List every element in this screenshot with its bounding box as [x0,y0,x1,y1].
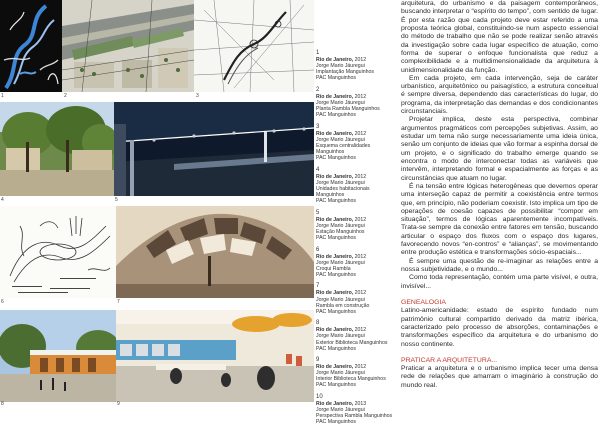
caption-line: Esquema centralidades Manguinhos [316,142,371,156]
caption-year: 2012 [354,364,367,371]
caption-8 [316,320,398,351]
caption-9 [316,357,398,388]
caption-line: PAC Manguinhos [316,198,356,205]
caption-line: Estação Manguinhos [316,228,365,235]
caption-line: Jorge Mario Jáuregui [316,333,365,340]
caption-number: 7 [316,283,320,290]
caption-line: Interior Biblioteca Manguinhos [316,376,386,383]
image-2-rambla-plan [62,0,194,92]
caption-line: Unidades habitacionais Manguinhos [316,185,370,198]
caption-line: PAC Manguinhos [316,271,356,278]
caption-year: 2013 [354,401,367,408]
caption-line: Jorge Mario Jáuregui [316,407,365,414]
caption-line: PAC Manguinhos [316,345,356,352]
caption-year: 2012 [354,216,367,223]
section-heading-genealogia: GENEALOGIA [401,298,446,306]
caption-title: Rio de Janeiro, [316,57,354,63]
caption-title: Rio de Janeiro, [316,327,354,334]
caption-title: Rio de Janeiro, [316,253,354,260]
caption-1 [316,50,398,81]
caption-6 [316,247,398,278]
caption-line: Jorge Mario Jáuregui [316,222,365,229]
caption-line: Perspectiva Rambla Manguinhos [316,413,393,420]
caption-10 [316,394,398,425]
caption-line: Implantação Manguinhos [316,69,374,76]
caption-number: 8 [316,320,320,327]
caption-line: Planta Rambla Manguinhos [316,106,380,113]
caption-line: Jorge Mario Jáuregui [316,63,365,70]
captions-column [316,50,398,431]
caption-year: 2012 [354,130,367,137]
caption-line: PAC Manguinhos [316,308,356,315]
caption-year: 2012 [354,253,367,260]
caption-title: Rio de Janeiro, [316,93,354,100]
caption-year: 2012 [354,327,367,334]
caption-title: Rio de Janeiro, [316,173,354,180]
caption-number: 3 [316,123,320,130]
caption-title: Rio de Janeiro, [316,401,354,408]
caption-line: Croqui Rambla [316,265,351,272]
paragraph: Projetar implica, deste esta perspectiva, combinar argumentos pragmáticos com percepções subjetivas. Assim, ao estudar um tema não surge necessariamente uma ideia única, senão um conjunto de ideias que vão formar a espinha dorsal de um projeto, e o significado do trabalho emerge quando se encontra o modo de interconectar todas as variáveis que intervêm, interpretando formal e espacialmente as forças e as circunstâncias que atuam no lugar. [401,116,598,182]
caption-line: Jorge Mario Jáuregui [316,296,365,303]
caption-line: Jorge Mario Jáuregui [316,259,365,266]
caption-3 [316,124,398,161]
caption-title: Rio de Janeiro, [316,130,354,137]
caption-line: Jorge Mario Jáuregui [316,370,365,377]
caption-7 [316,283,398,314]
section-heading-praticar: PRATICAR A ARQUITETURA... [401,356,498,364]
caption-title: Rio de Janeiro, [316,290,354,297]
image-number-8: 8 [1,401,4,407]
image-number-1: 1 [1,93,4,99]
caption-line: Jorge Mario Jáuregui [316,179,365,186]
caption-number: 5 [316,209,320,216]
caption-line: Jorge Mario Jáuregui [316,136,365,143]
image-number-7: 7 [117,299,120,305]
paragraph: Como toda representação, contém uma parte visível, e outra, invisível... [401,274,598,290]
caption-year: 2012 [354,173,367,180]
caption-number: 2 [316,86,320,93]
caption-5 [316,210,398,241]
caption-number: 9 [316,357,320,364]
caption-number: 6 [316,246,320,253]
caption-2 [316,87,398,118]
caption-4 [316,167,398,204]
caption-title: Rio de Janeiro, [316,364,354,371]
caption-number: 1 [316,50,320,56]
image-number-6: 6 [1,299,4,305]
caption-number: 4 [316,166,320,173]
image-4-housing-photo [0,102,114,196]
image-9-library-interior [116,310,314,402]
image-7-rambla-construction [116,206,314,298]
caption-line: Jorge Mario Jáuregui [316,99,365,106]
paragraph: Em cada projeto, em cada intervenção, seja de caráter urbanístico, arquitetônico ou paisagístico, a estrutura conceitual é sempre diversa, dependendo das características do lugar, do programa, da interpretação das demandas e dos condicionantes circunstanciais. [401,74,598,116]
image-3-centralities-sketch [194,0,314,92]
image-8-library-exterior [0,310,116,402]
caption-year: 2012 [354,93,367,100]
image-5-station-photo [114,102,314,196]
image-6-rambla-sketch [0,206,116,298]
caption-line: Rambla em construção [316,302,370,309]
paragraph: É na tensão entre lógicas heterogêneas que devemos operar uma interseção capaz de permitir a coexistência entre termos que, em princípio, não poderiam coexistir. Isto implica um tipo de operações de coesão capazes de possibilitar “compor em situação”, termos de lógicas aparentemente incompatíveis. Trata-se sempre da conexão entre fatores em tensão, buscando articular o espaço dos fluxos com o espaço dos lugares, favorecendo novos “en-contros” e “alianças”, se movimentando entre produção estética e transformações sócio-espaciais... [401,182,598,257]
body-text-column [401,0,598,390]
caption-line: PAC Manguinhos [316,112,356,119]
caption-line: PAC Manguinhos [316,75,356,82]
caption-line: PAC Manguinhos [316,382,356,389]
paragraph: Praticar a arquitetura e o urbanismo implica tecer uma densa rede de relações que amarram o imaginário à construção do mundo real. [401,365,598,389]
image-number-5: 5 [115,197,118,203]
image-number-9: 9 [117,401,120,407]
paragraph: É sempre uma questão de re-imaginar as relações entre a nossa subjetividade, e o mundo... [401,257,598,273]
caption-line: PAC Manguinhos [316,155,356,162]
caption-year: 2012 [354,57,367,63]
image-number-4: 4 [1,197,4,203]
caption-title: Rio de Janeiro, [316,216,354,223]
caption-year: 2012 [354,290,367,297]
paragraph: Latino-americanidade: estado de espírito fundado num patrimônio cultural compartido derivado da matriz ibérica, caracterizado pelo processo de absorções, contaminações e transformações específico da arquitetura e do urbanismo do nosso continente. [401,307,598,348]
image-number-2: 2 [64,93,67,99]
paragraph: arquitetura, do urbanismo e da paisagem contemporâneos, buscando interpretar o “espírito do tempo”, com sentido de lugar. É por esta razão que cada projeto deve estar referido a uma proposta teórica global, constituindo-se num aspecto essencial do método de trabalho que não se pode realizar senão através da investigação sobre cada lugar específico de atuação, como forma de superar o enfoque funcionalista que reduz a complexibilidade e a multidimensionalidade da arquitetura à unidimensionalidade da função. [401,0,598,74]
image-1-master-plan [0,0,62,92]
caption-line: Exterior Biblioteca Manguinhos [316,339,388,346]
image-number-3: 3 [196,93,199,99]
caption-line: PAC Manguinhos [316,234,356,241]
caption-line: PAC Manguinhos [316,419,356,426]
caption-number: 10 [316,394,323,401]
